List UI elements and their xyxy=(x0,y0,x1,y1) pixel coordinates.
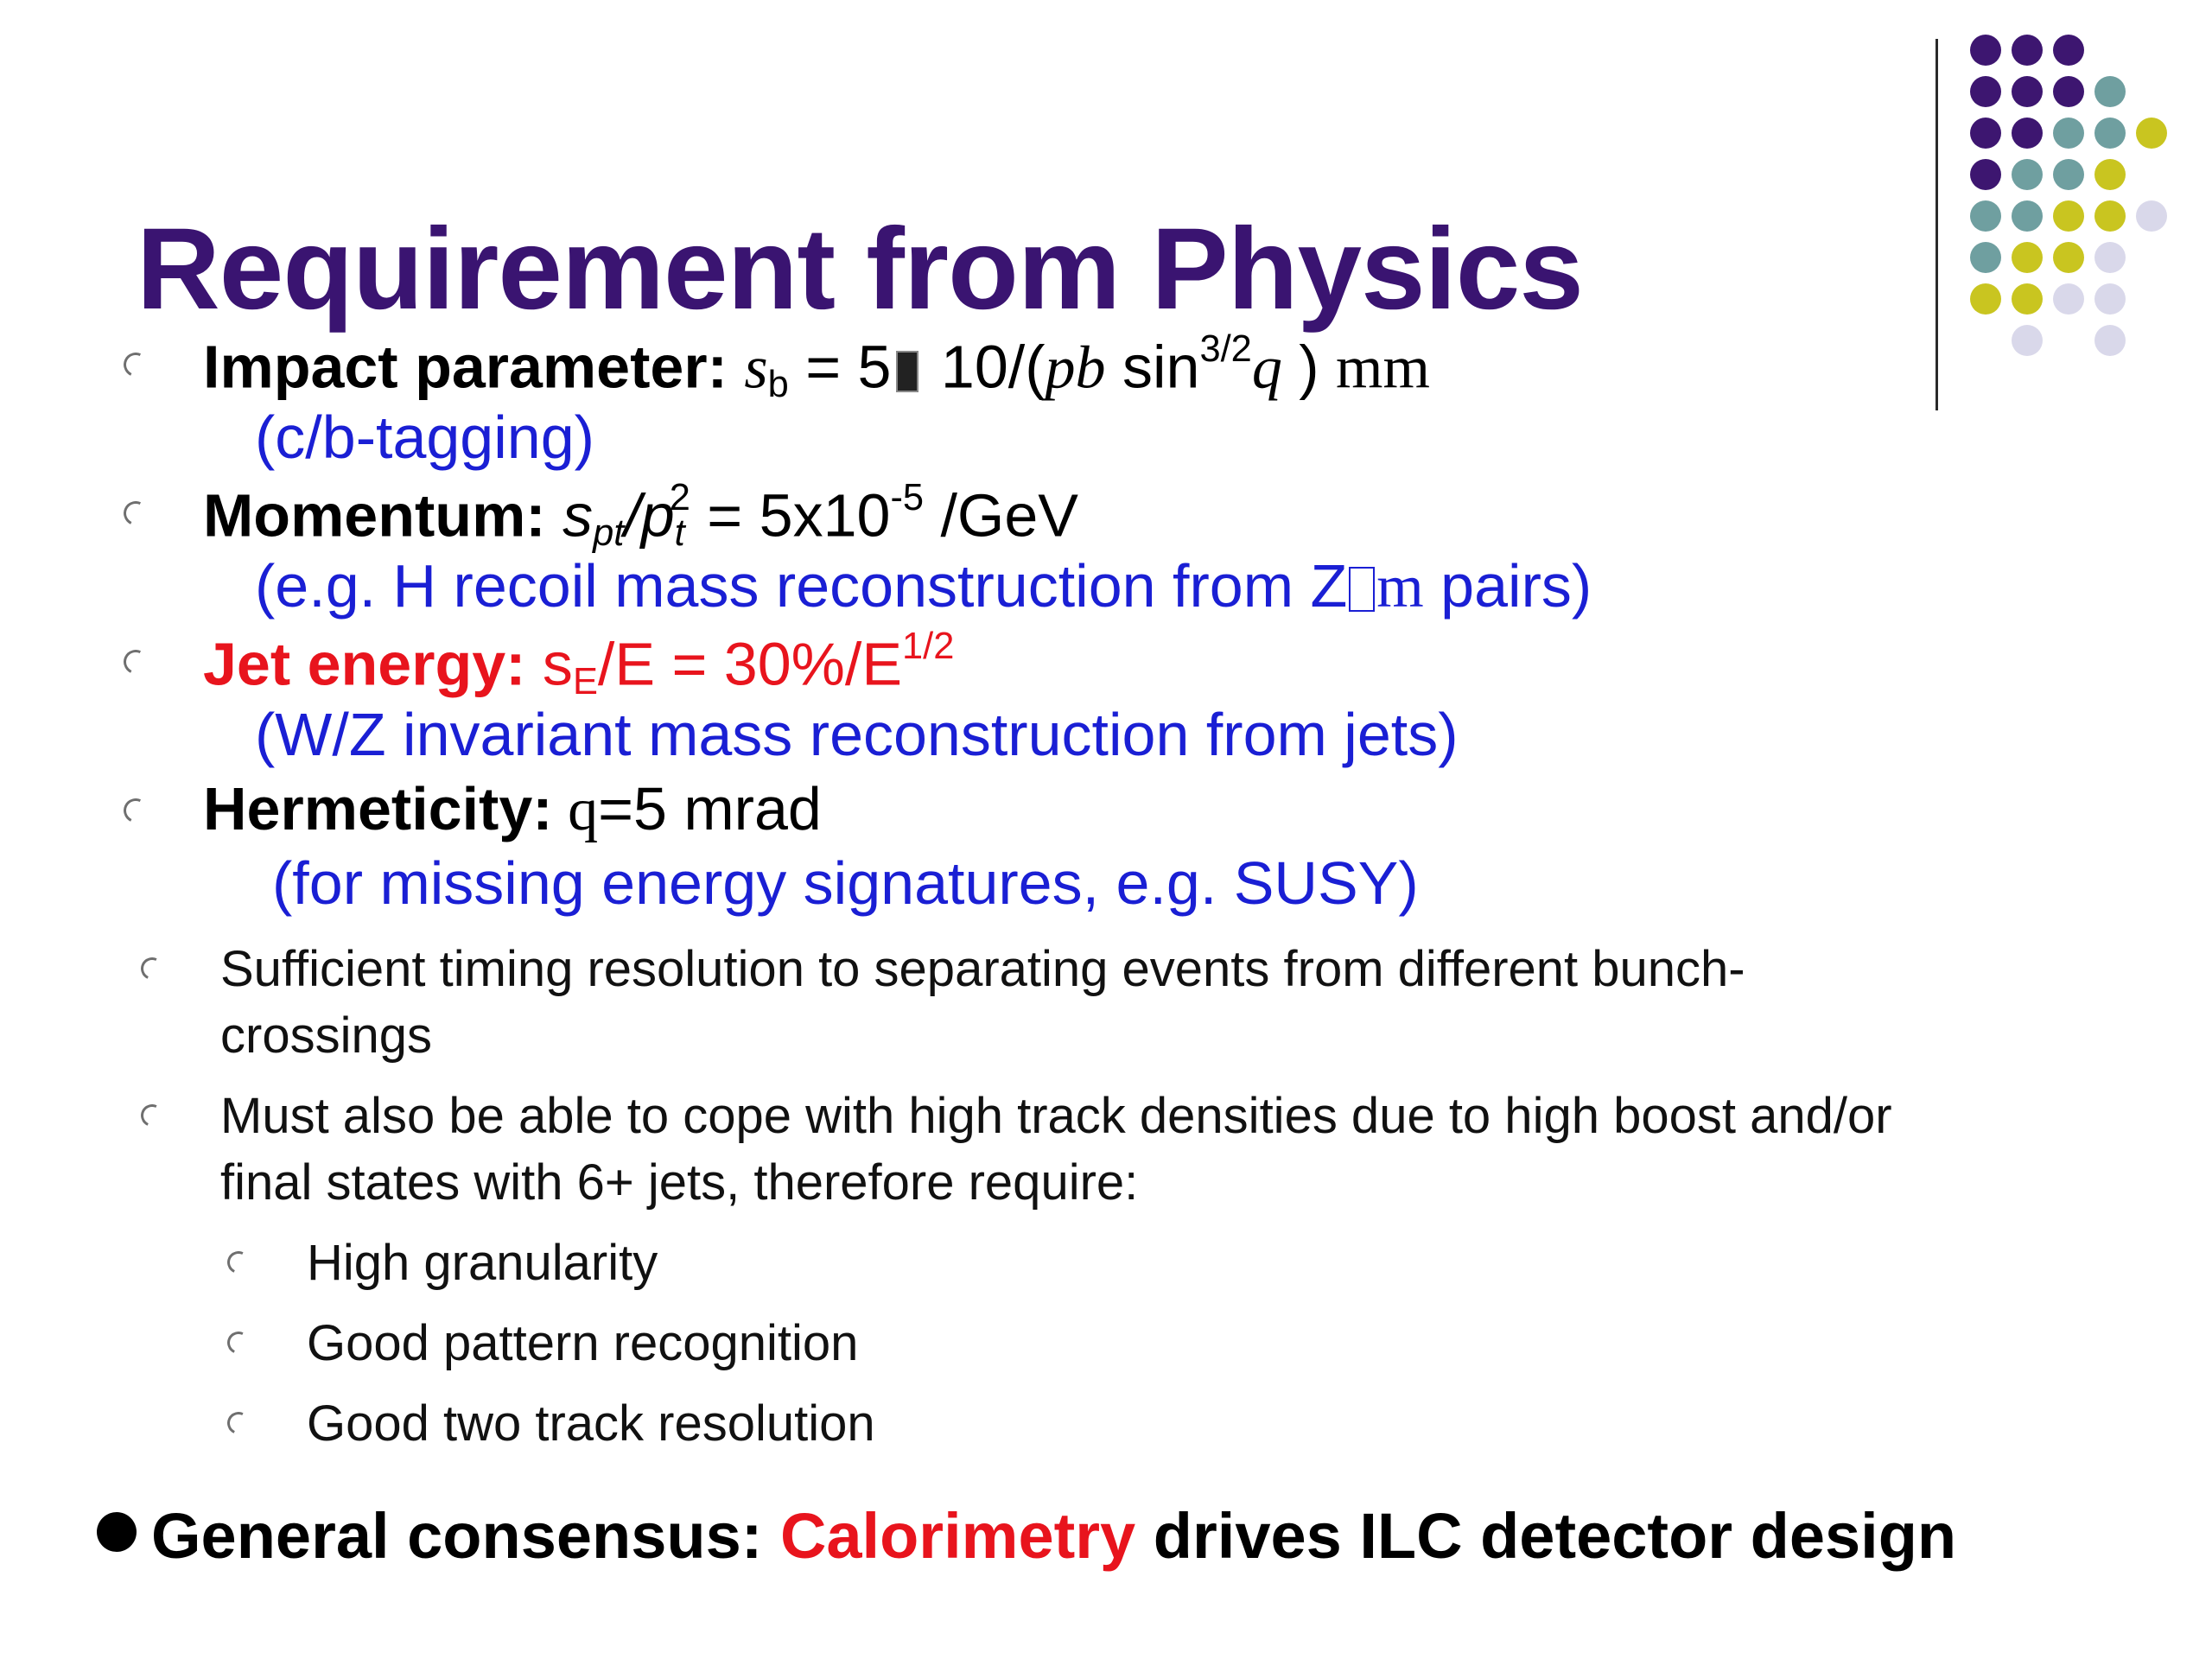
formula-sigma: s xyxy=(744,334,768,402)
formula-slash: /p xyxy=(624,481,675,550)
requirement-momentum xyxy=(203,477,1078,555)
decorative-dot xyxy=(2094,200,2126,232)
decorative-dot xyxy=(2053,35,2084,66)
decorative-dot xyxy=(2094,325,2126,356)
consensus-highlight: Calorimetry xyxy=(779,1500,1136,1572)
decorative-dot-grid xyxy=(1970,35,2195,363)
point-timing-line1: Sufficient timing resolution to separating events from different bunch- xyxy=(220,941,1745,997)
requirement-label: Hermeticity: xyxy=(203,775,553,842)
requirement-note xyxy=(255,551,1592,622)
formula-sub: E xyxy=(572,661,598,703)
decorative-dot xyxy=(1970,118,2001,149)
subpoint-two-track-resolution: Good two track resolution xyxy=(307,1395,875,1452)
decorative-dot xyxy=(1970,35,2001,66)
consensus-statement xyxy=(151,1499,1956,1573)
formula-rest: =5 mrad xyxy=(598,775,822,842)
decorative-dot xyxy=(2094,118,2126,149)
formula-eq: = 5 xyxy=(788,333,892,401)
bullet-dot-icon xyxy=(97,1512,137,1552)
formula-missing-glyph-box xyxy=(896,351,918,392)
bullet-icon xyxy=(137,1101,166,1129)
formula-sub-pt: pt xyxy=(593,512,625,555)
requirement-note: (for missing energy signatures, e.g. SUSY) xyxy=(272,849,1419,917)
point-timing-line2: crossings xyxy=(220,1007,432,1064)
formula-unit: mm xyxy=(1336,334,1430,402)
decorative-dot xyxy=(2053,242,2084,273)
slide-title: Requirement from Physics xyxy=(137,205,1583,334)
formula-s: s xyxy=(563,481,594,550)
bullet-icon xyxy=(120,498,151,529)
subpoint-granularity: High granularity xyxy=(307,1235,658,1291)
decorative-dot xyxy=(2094,242,2126,273)
formula-q: q xyxy=(552,777,599,843)
decorative-dot xyxy=(2053,283,2084,315)
decorative-dot xyxy=(2012,325,2043,356)
decorative-dot xyxy=(2053,200,2084,232)
formula-eq: = 5x10 xyxy=(690,481,891,550)
note-text: (e.g. H recoil mass reconstruction from Z xyxy=(255,552,1348,620)
decorative-dot xyxy=(2053,159,2084,190)
decorative-dot xyxy=(2012,242,2043,273)
decorative-dot xyxy=(2053,76,2084,107)
note-missing-glyph-box xyxy=(1349,567,1375,612)
bullet-icon xyxy=(120,646,151,677)
bullet-icon xyxy=(224,1328,252,1357)
formula-sin: sin xyxy=(1105,333,1200,401)
note-end: pairs) xyxy=(1423,552,1592,620)
decorative-dot xyxy=(2094,159,2126,190)
formula-rest: 10/( xyxy=(924,333,1046,401)
title-divider-line xyxy=(1936,39,1938,410)
requirement-hermeticity xyxy=(203,774,822,845)
requirement-jet-energy xyxy=(203,626,954,703)
decorative-dot xyxy=(2012,76,2043,107)
decorative-dot xyxy=(2012,118,2043,149)
requirement-label: Momentum: xyxy=(203,481,546,550)
bullet-icon xyxy=(120,349,151,380)
requirement-note: (W/Z invariant mass reconstruction from jets) xyxy=(255,701,1459,768)
decorative-dot xyxy=(2012,35,2043,66)
requirement-impact-parameter xyxy=(203,328,1430,406)
formula-exp: -5 xyxy=(890,477,925,518)
decorative-dot xyxy=(2136,200,2167,232)
requirement-note: (c/b-tagging) xyxy=(255,404,594,471)
formula-s: s xyxy=(525,630,573,698)
formula-sub-t: t xyxy=(674,512,685,555)
formula-pb: pb xyxy=(1045,334,1106,402)
decorative-dot xyxy=(2136,118,2167,149)
point-track-density-line1: Must also be able to cope with high track densities due to high boost and/or xyxy=(220,1088,1892,1144)
decorative-dot xyxy=(1970,242,2001,273)
decorative-dot xyxy=(2012,200,2043,232)
formula-sup: 1/2 xyxy=(902,626,955,667)
formula-sup: 3/2 xyxy=(1199,328,1252,370)
requirement-label: Impact parameter: xyxy=(203,333,728,401)
note-mu: m xyxy=(1376,554,1424,620)
formula-eq: /E = 30%/E xyxy=(597,630,903,698)
bullet-icon xyxy=(224,1248,252,1276)
point-track-density-line2: final states with 6+ jets, therefore require: xyxy=(220,1154,1139,1211)
formula-unit: /GeV xyxy=(924,481,1078,550)
decorative-dot xyxy=(2053,118,2084,149)
formula-q: q xyxy=(1251,334,1282,402)
decorative-dot xyxy=(1970,159,2001,190)
decorative-dot xyxy=(1970,283,2001,315)
decorative-dot xyxy=(2012,283,2043,315)
decorative-dot xyxy=(2094,283,2126,315)
bullet-icon xyxy=(120,795,151,826)
formula-sub: b xyxy=(767,364,789,406)
formula-close: ) xyxy=(1281,333,1337,401)
decorative-dot xyxy=(2012,159,2043,190)
bullet-icon xyxy=(137,954,166,982)
decorative-dot xyxy=(1970,200,2001,232)
subpoint-pattern-recognition: Good pattern recognition xyxy=(307,1315,859,1371)
decorative-dot xyxy=(1970,76,2001,107)
decorative-dot xyxy=(2094,76,2126,107)
requirement-label: Jet energy: xyxy=(203,630,526,698)
consensus-suffix: drives ILC detector design xyxy=(1135,1500,1957,1572)
consensus-prefix: General consensus: xyxy=(151,1500,780,1572)
formula-sup2: 2 xyxy=(669,477,690,518)
bullet-icon xyxy=(224,1408,252,1437)
